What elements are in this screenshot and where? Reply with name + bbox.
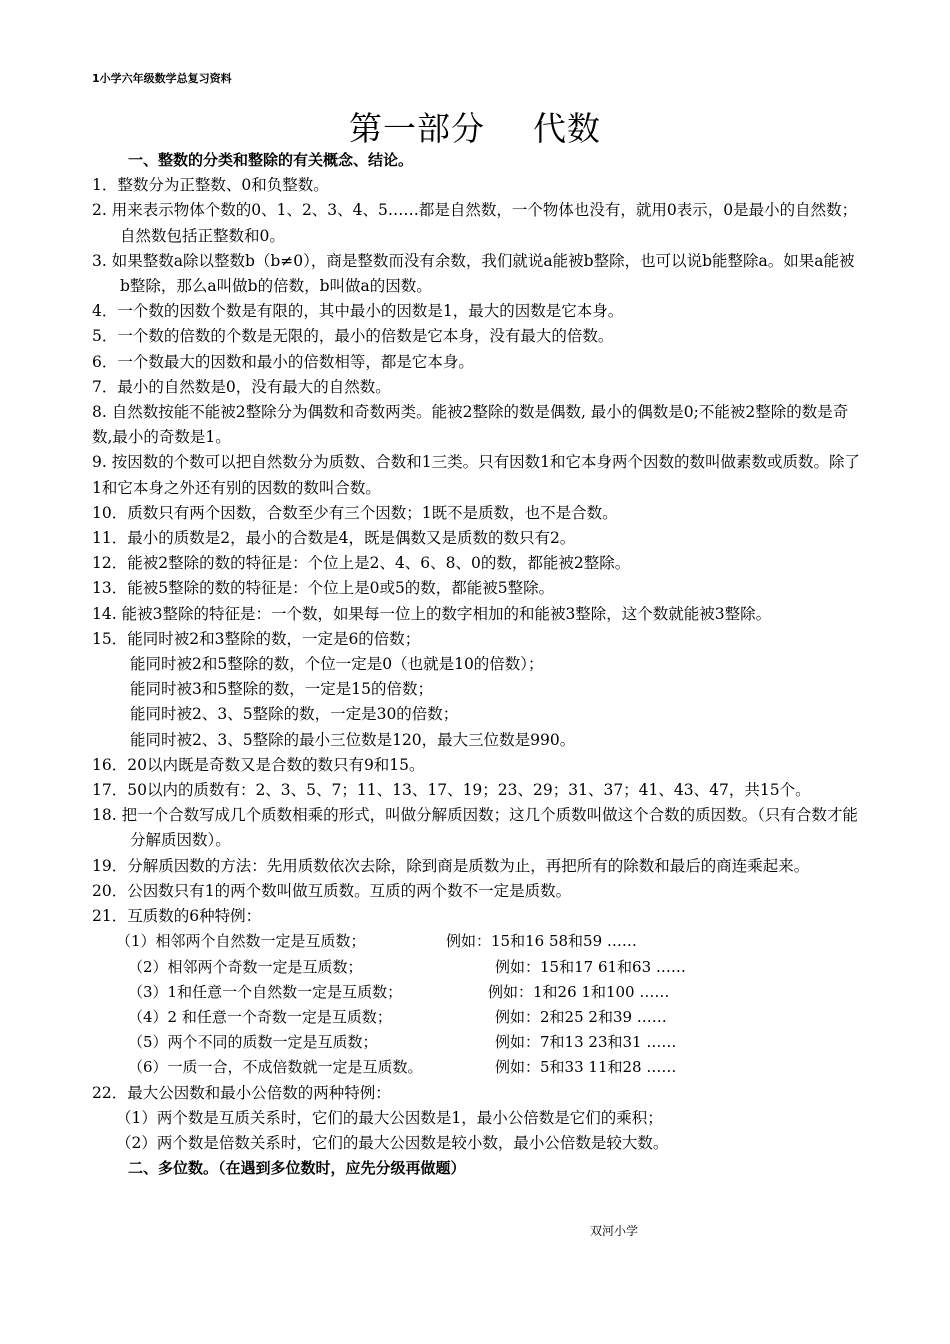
list-item: 12．能被2整除的数的特征是：个位上是2、4、6、8、0的数，都能被2整除。 xyxy=(92,554,631,573)
list-item: 4．一个数的因数个数是有限的，其中最小的因数是1，最大的因数是它本身。 xyxy=(92,302,624,321)
section-heading-2: 二、多位数。（在遇到多位数时，应先分级再做题） xyxy=(128,1159,466,1178)
list-item: 8. 自然数按能不能被2整除分为偶数和奇数两类。能被2整除的数是偶数, 最小的偶数是0;不能被2整除的数是奇数,最小的奇数是1。 xyxy=(92,403,849,447)
special-case-row xyxy=(92,1055,862,1080)
list-item-continued: 能同时被3和5整除的数，一定是15的倍数； xyxy=(130,680,433,699)
page-footer: 双河小学 xyxy=(590,1224,639,1238)
special-case-row xyxy=(92,980,862,1005)
special-case-example: 例如：15和16 58和59 …… xyxy=(446,932,637,951)
list-item-continued: 能同时被2、3、5整除的最小三位数是120，最大三位数是990。 xyxy=(130,730,576,749)
document-body xyxy=(92,148,862,1181)
list-item: 13．能被5整除的数的特征是：个位上是0或5的数，都能被5整除。 xyxy=(92,579,555,598)
special-case-rule: （2）相邻两个奇数一定是互质数； xyxy=(128,957,363,976)
list-item-continued: （1）两个数是互质关系时，它们的最大公因数是1，最小公倍数是它们的乘积； xyxy=(116,1108,663,1127)
special-case-row xyxy=(92,955,862,980)
special-case-rule: （4）2 和任意一个奇数一定是互质数； xyxy=(128,1007,392,1026)
special-case-rule: （5）两个不同的质数一定是互质数； xyxy=(128,1033,378,1052)
special-case-rule: （1）相邻两个自然数一定是互质数； xyxy=(116,932,366,951)
special-case-example: 例如：15和17 61和63 …… xyxy=(495,957,686,976)
page-title xyxy=(0,103,950,150)
list-item: 14. 能被3整除的特征是：一个数，如果每一位上的数字相加的和能被3整除，这个数就能被3整除。 xyxy=(92,604,772,623)
special-case-example: 例如：7和13 23和31 …… xyxy=(495,1033,677,1052)
list-item: 17．50以内的质数有：2、3、5、7；11、13、17、19；23、29；31、37；41、43、47，共15个。 xyxy=(92,781,811,800)
special-case-row xyxy=(92,1030,862,1055)
title-subject: 代数 xyxy=(533,109,601,148)
list-item: 15．能同时被2和3整除的数，一定是6的倍数； xyxy=(92,629,421,648)
list-item: 5．一个数的倍数的个数是无限的，最小的倍数是它本身，没有最大的倍数。 xyxy=(92,327,614,346)
list-item: 10．质数只有两个因数，合数至少有三个因数；1既不是质数，也不是合数。 xyxy=(92,503,618,522)
list-item: 3. 如果整数a除以整数b（b≠0），商是整数而没有余数，我们就说a能被b整除，也可以说b能整除a。如果a能被b整除，那么a叫做b的倍数，b叫做a的因数。 xyxy=(92,251,855,296)
list-item: 18. 把一个合数写成几个质数相乘的形式，叫做分解质因数；这几个质数叫做这个合数的质因数。（只有合数才能分解质因数）。 xyxy=(92,806,858,850)
list-item: 22．最大公因数和最小公倍数的两种特例： xyxy=(92,1083,391,1102)
list-item-continued: （2）两个数是倍数关系时，它们的最大公因数是较小数，最小公倍数是较大数。 xyxy=(116,1133,669,1152)
special-cases-list xyxy=(92,929,862,1080)
special-case-row xyxy=(92,929,862,954)
special-case-rule: （6）一质一合，不成倍数就一定是互质数。 xyxy=(128,1058,423,1077)
list-item: 20．公因数只有1的两个数叫做互质数。互质的两个数不一定是质数。 xyxy=(92,881,572,900)
list-item: 16．20以内既是奇数又是合数的数只有9和15。 xyxy=(92,755,425,774)
special-case-example: 例如：2和25 2和39 …… xyxy=(495,1007,667,1026)
special-case-example: 例如：1和26 1和100 …… xyxy=(488,982,670,1001)
page-header: 1小学六年级数学总复习资料 xyxy=(92,72,232,85)
list-item: 19．分解质因数的方法：先用质数依次去除，除到商是质数为止，再把所有的除数和最后的商连乘起来。 xyxy=(92,856,810,875)
title-part: 第一部分 xyxy=(349,109,485,148)
list-item: 7．最小的自然数是0，没有最大的自然数。 xyxy=(92,377,391,396)
list-item-continued: 能同时被2、3、5整除的数，一定是30的倍数； xyxy=(130,705,459,724)
special-case-row xyxy=(92,1005,862,1030)
special-case-rule: （3）1和任意一个自然数一定是互质数； xyxy=(128,982,403,1001)
list-item: 21．互质数的6种特例： xyxy=(92,907,262,926)
list-item: 1．整数分为正整数、0和负整数。 xyxy=(92,176,329,195)
list-item-continued: 能同时被2和5整除的数，个位一定是0（也就是10的倍数）； xyxy=(130,655,544,674)
list-item: 11．最小的质数是2，最小的合数是4，既是偶数又是质数的数只有2。 xyxy=(92,529,576,548)
list-item: 9. 按因数的个数可以把自然数分为质数、合数和1三类。只有因数1和它本身两个因数的数叫做素数或质数。除了1和它本身之外还有别的因数的数叫合数。 xyxy=(92,453,860,497)
special-case-example: 例如：5和33 11和28 …… xyxy=(495,1058,677,1077)
list-item: 2. 用来表示物体个数的0、1、2、3、4、5……都是自然数，一个物体也没有，就用0表示，0是最小的自然数；自然数包括正整数和0。 xyxy=(92,201,858,245)
section-heading-1: 一、整数的分类和整除的有关概念、结论。 xyxy=(128,151,414,169)
list-item: 6．一个数最大的因数和最小的倍数相等，都是它本身。 xyxy=(92,352,474,371)
